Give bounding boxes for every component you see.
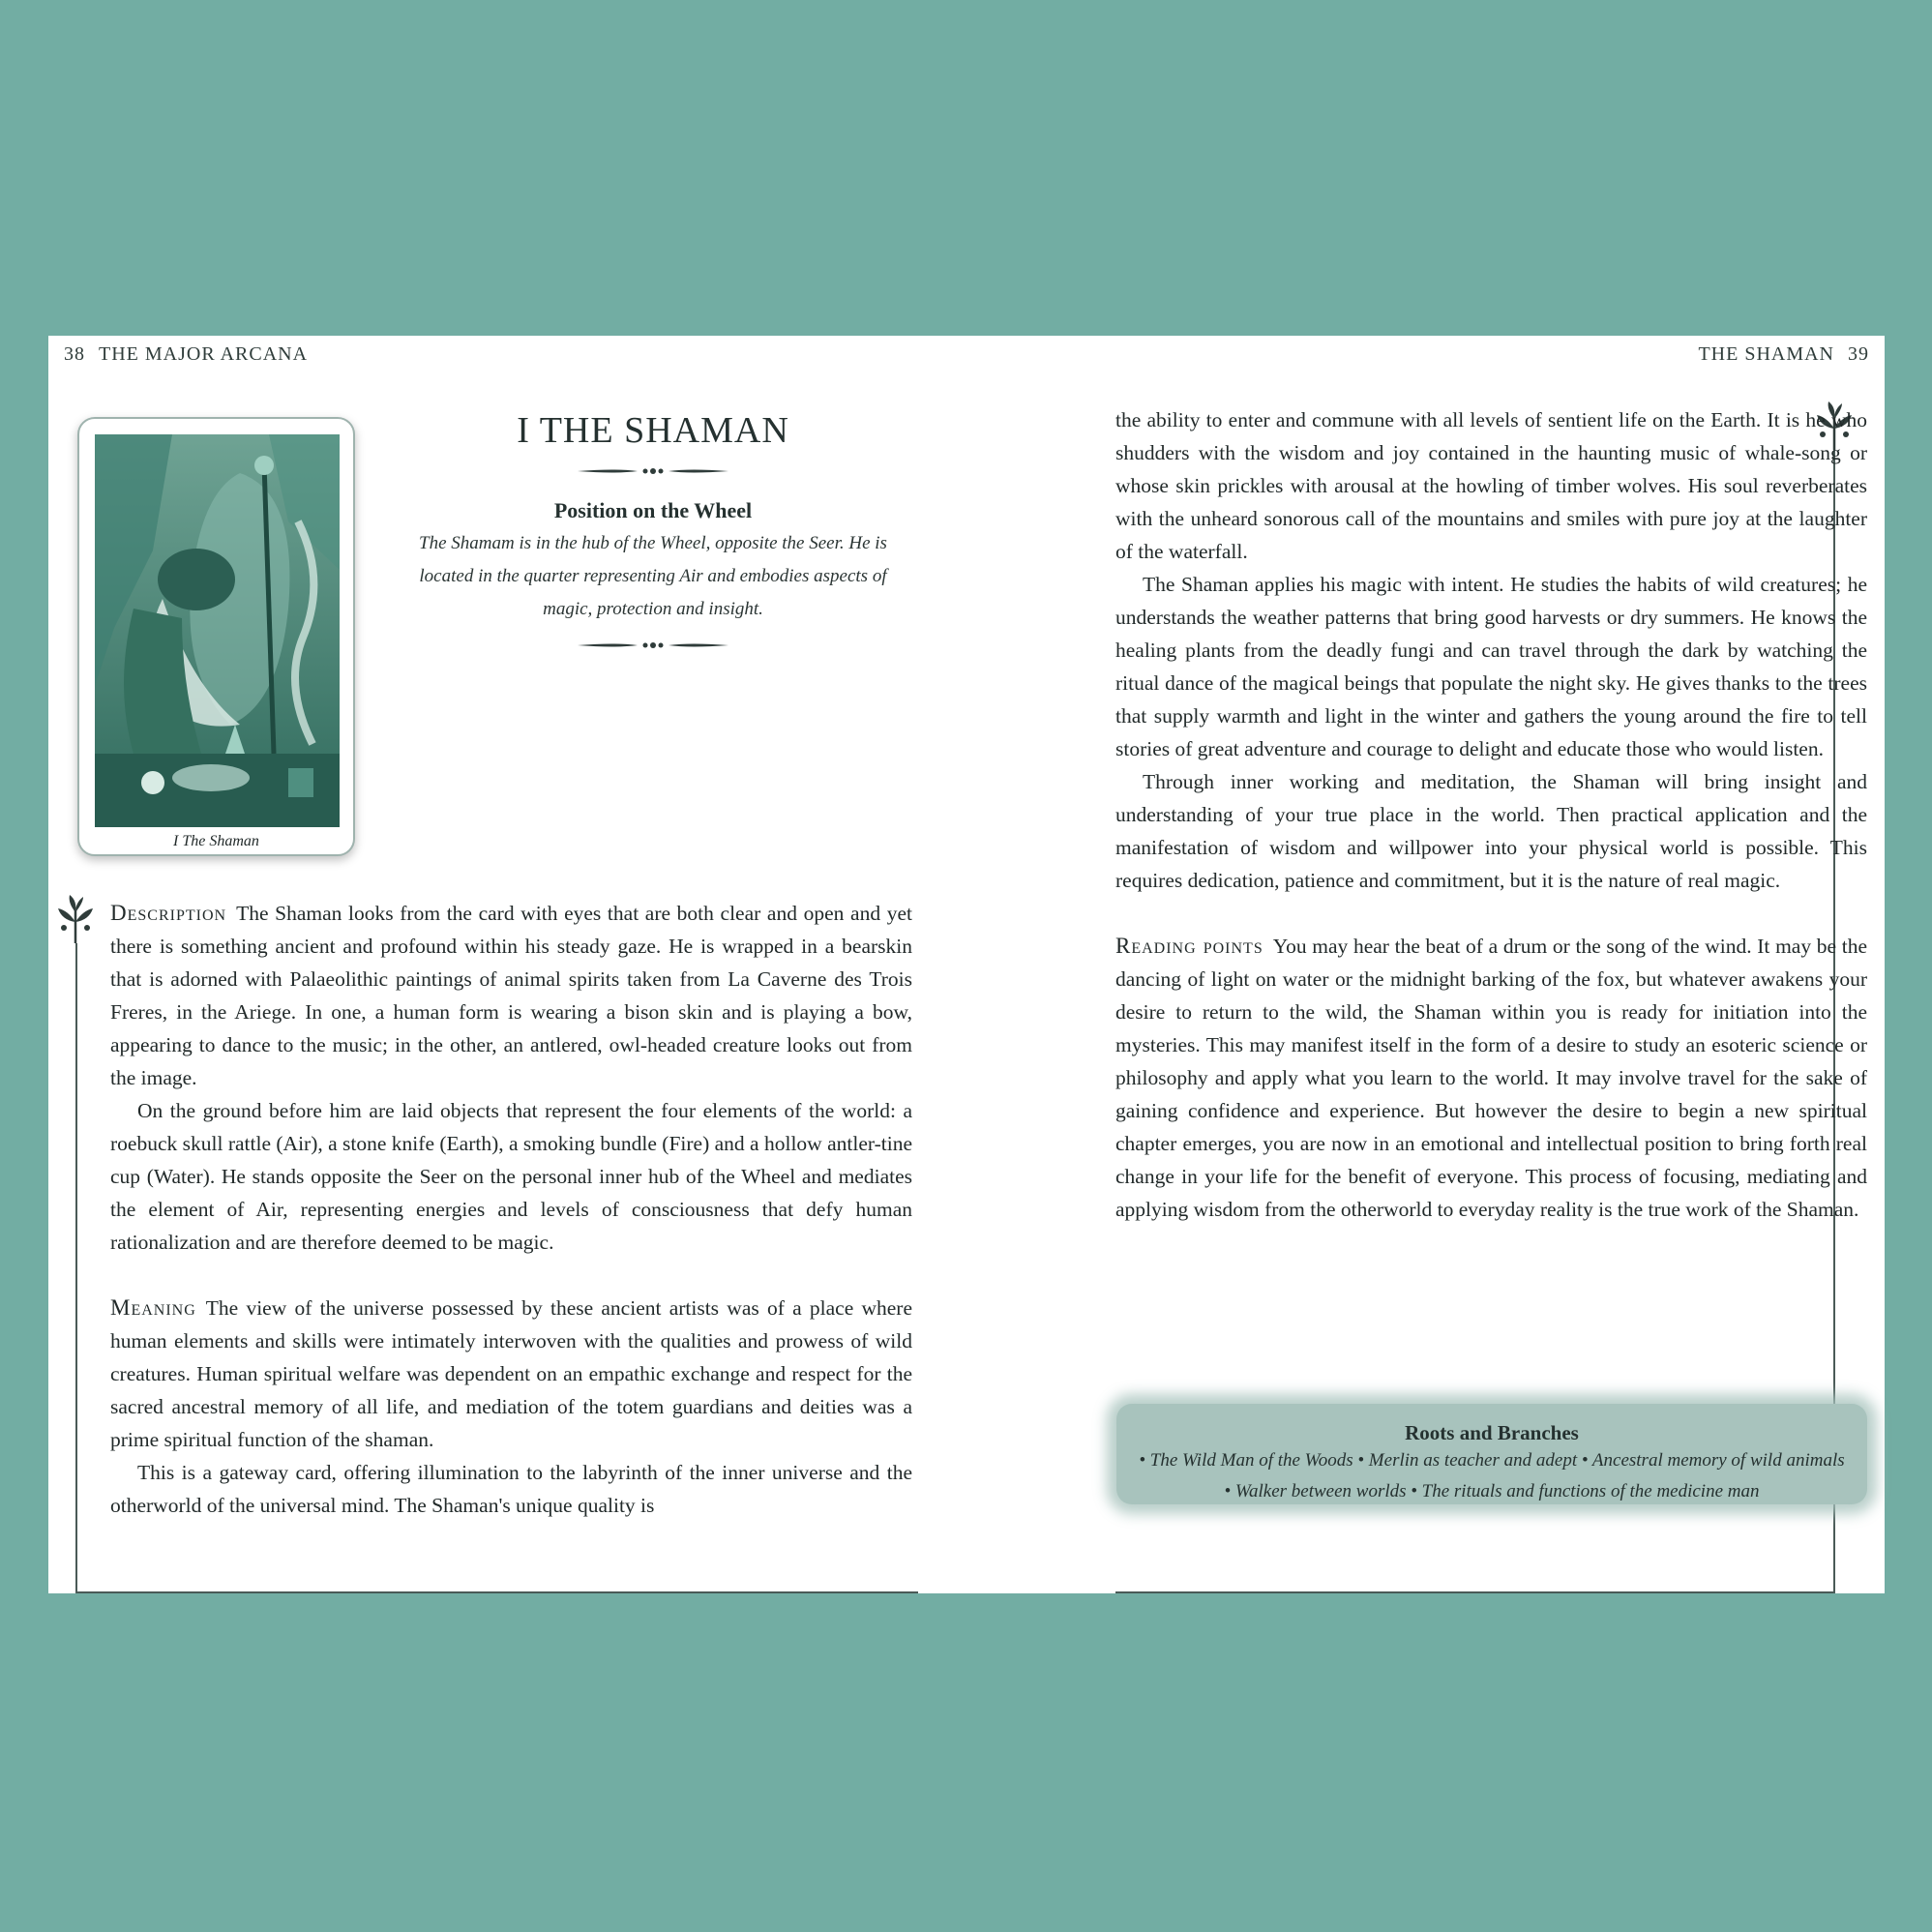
left-body-text: [110, 897, 912, 1522]
meaning-paragraph: Meaning The view of the universe possessed by these ancient artists was of a place where human elements and skills were intimately interwoven with the qualities and prowess of wild creatures. Human spiritual welfare was dependent on an empathic exchange and respect for the sacred ancestral memory of all life, and mediation of the totem guardians and deities was a prime spiritual function of the shaman.: [110, 1295, 912, 1451]
roots-line-1: • The Wild Man of the Woods • Merlin as teacher and adept • Ancestral memory of wild animals: [1139, 1450, 1845, 1471]
roots-line-2: • Walker between worlds • The rituals and functions of the medicine man: [1224, 1481, 1760, 1501]
left-page: [48, 336, 966, 1593]
bottom-rule-right: [1115, 1591, 1835, 1593]
page-number-right: 39: [1848, 343, 1869, 365]
roots-title: Roots and Branches: [1405, 1421, 1579, 1444]
description-lead: Description: [110, 901, 227, 925]
position-heading: Position on the Wheel: [553, 498, 753, 522]
meaning-lead: Meaning: [110, 1295, 196, 1320]
title-block: [387, 409, 919, 651]
right-paragraph-2: The Shaman applies his magic with intent. He studies the habits of wild creatures; he understands the weather patterns that bring good harvests or dry summers. He knows the healing plants from the deadly fungi and can travel through the dark by watching the ritual dance of the magical beings that populate the night sky. He gives thanks to the trees that supply warmth and light in the winter and gathers the young around the fire to tell stories of great adventure and courage to delight and educate those who would listen.: [1115, 573, 1867, 760]
running-head-right-text: THE SHAMAN: [1698, 343, 1834, 365]
shaman-card: [77, 417, 355, 856]
reading-points-lead: Reading points: [1115, 934, 1263, 958]
description-paragraph: Description The Shaman looks from the card with eyes that are both clear and open and yet there is something ancient and profound within his steady gaze. He is wrapped in a bearskin that is adorned with Palaeolithic paintings of animal spirits taken from La Caverne des Trois Freres, in the Ariege. In one, a human form is wearing a bison skin and is playing a bow, appearing to dance to the music; in the other, an antlered, owl-headed creature looks out from the image.: [110, 901, 912, 1089]
running-head-left-text: THE MAJOR ARCANA: [99, 343, 309, 365]
shaman-card-illustration: [95, 434, 340, 827]
holly-sprig-icon: [54, 893, 97, 943]
chapter-title: I THE SHAMAN: [517, 410, 789, 451]
right-paragraph-1: the ability to enter and commune with all levels of sentient life on the Earth. It is he who shudders with the wisdom and joy contained in the haunting music of whale-song or whose skin prickles with arousal at the howling of timber wolves. His soul reverberates with the unheard sonorous call of the mountains and smiles with pure joy at the laughter of the waterfall.: [1115, 408, 1867, 563]
bottom-rule-left: [75, 1591, 918, 1593]
description-paragraph-2: On the ground before him are laid objects that represent the four elements of the world: a roebuck skull rattle (Air), a stone knife (Earth), a smoking bundle (Fire) and a hollow antler-tine cup (Water). He stands opposite the Seer on the personal inner hub of the Wheel and mediates the element of Air, representing energies and levels of consciousness that defy human rationalization and are therefore deemed to be magic.: [110, 1099, 912, 1254]
position-text: The Shamam is in the hub of the Wheel, opposite the Seer. He is located in the quarter representing Air and embodies aspects of magic, protection and insight.: [419, 533, 887, 619]
reading-points-paragraph: Reading points You may hear the beat of a drum or the song of the wind. It may be the dancing of light on water or the midnight barking of the fox, but whatever awakens your desire to return to the wild, the Shaman within you is ready for initiation into the mysteries. This may manifest itself in the form of a desire to study an esoteric science or philosophy and apply what you learn to the world. It may involve travel for the sake of gaining confidence and experience. But however the desire to begin a new spiritual chapter emerges, you are now in an emotional and intellectual position to bring forth real change in your life for the benefit of everyone. This process of focusing, mediating and applying wisdom from the otherworld to everyday reality is the true work of the Shaman.: [1115, 934, 1867, 1221]
right-body-text: [1115, 403, 1867, 1226]
right-paragraph-3: Through inner working and meditation, the Shaman will bring insight and understanding of your true place in the world. Then practical application and the manifestation of wisdom and willpower into your physical world is possible. This requires dedication, patience and commitment, but it is the nature of real magic.: [1115, 770, 1867, 892]
page-number-left: 38: [64, 343, 85, 365]
card-caption: I The Shaman: [173, 833, 259, 849]
meaning-paragraph-2: This is a gateway card, offering illumination to the labyrinth of the inner universe and the otherworld of the universal mind. The Shaman's unique quality is: [110, 1461, 912, 1517]
right-page: [966, 336, 1885, 1593]
ornament-rule-icon: [578, 465, 728, 477]
running-head-left: [50, 343, 308, 366]
running-head-right: [1698, 343, 1883, 366]
margin-rule-left: [75, 943, 77, 1591]
roots-and-branches-box: [1116, 1404, 1867, 1504]
book-spread: [48, 336, 1885, 1593]
ornament-rule-icon: [578, 639, 728, 651]
